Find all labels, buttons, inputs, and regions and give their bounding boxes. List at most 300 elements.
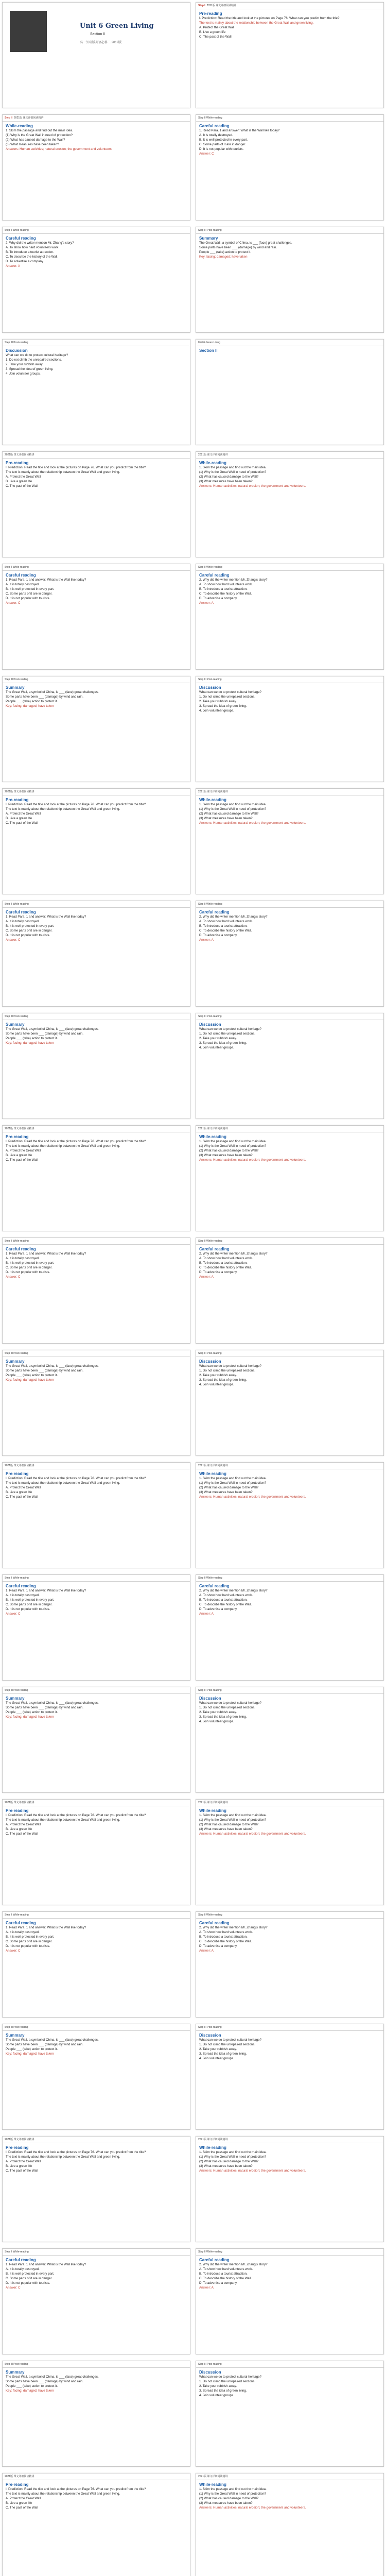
slide-line: Answer: A	[199, 1949, 214, 1953]
slide	[2, 451, 190, 557]
slide-line: D. To advertise a company.	[199, 597, 238, 600]
slide-line: Answers: Human activities; natural erosion; the government and volunteers.	[199, 2506, 306, 2510]
slide-line: 2. Why did the writer mention Mr. Zhang's story?	[199, 1252, 268, 1256]
slide-line: A. To show how hard volunteers work.	[199, 920, 253, 923]
slide-line: D. It is not popular with tourists.	[6, 1944, 50, 1948]
slide-2: Step II 2021版 课文详细阅读精讲 While-reading 1. Skim the passage and find out the main idea. (1) Why is the Great Wall in need of protection? (2) What has caused damage to the Wall? (3) What measures have been taken? Answers: Human activities; natural erosion; the government and volunteers.	[2, 114, 190, 221]
slide-line: 3. Spread the idea of green living.	[199, 2389, 247, 2393]
slide-line: Answers: Human activities; natural erosion; the government and volunteers.	[199, 821, 306, 825]
slide	[196, 1574, 384, 1681]
slide-line: A. Protect the Great Wall	[6, 1149, 41, 1153]
slide-line: Answer: C	[6, 2286, 21, 2290]
slide-line: Answer: C	[6, 601, 21, 605]
slide-title: Careful reading	[199, 2258, 230, 2262]
slide-line: (1) Why is the Great Wall in need of protection?	[199, 2155, 267, 2159]
slide-header: 2021版 课文详细阅读精讲	[196, 1800, 383, 1806]
slide-line: A. It is totally destroyed.	[6, 583, 40, 586]
slide	[196, 1911, 384, 2018]
slide	[2, 1350, 190, 1456]
slide-header: Step II While-reading	[196, 564, 383, 571]
slide-line: (3) What measures have been taken?	[199, 2501, 253, 2505]
slide-title: Careful reading	[6, 910, 36, 914]
slide-line: Key: facing; damaged; have taken	[6, 1378, 54, 1382]
slide-line: 1. Skim the passage and find out the main idea.	[199, 2487, 267, 2491]
slide-row-3	[0, 227, 386, 338]
slide-line: 1. Do not climb the unrepaired sections.	[199, 695, 256, 699]
slide-line: 1. Read Para. 1 and answer: What is the Wall like today?	[6, 915, 86, 919]
slide-title: Careful reading	[199, 1247, 230, 1251]
slide-title: Pre-reading	[6, 461, 29, 465]
slide-line: (2) What has caused damage to the Wall?	[199, 2497, 259, 2500]
slide-row	[0, 2361, 386, 2472]
slide	[196, 564, 384, 670]
slide	[196, 1238, 384, 1344]
slide-line: B. It is well protected in every part.	[6, 1935, 55, 1939]
slide-row	[0, 451, 386, 563]
slide-line: B. To introduce a tourist attraction.	[199, 1261, 248, 1265]
cover-publisher: 高一外研版英语必修二 2019版	[80, 41, 122, 44]
slide-line: C. To describe the history of the Wall.	[199, 929, 252, 933]
slide	[2, 1125, 190, 1231]
slide-title: Pre-reading	[6, 1808, 29, 1813]
slide-line: B. Live a green life	[6, 2501, 32, 2505]
slide-header: Step II While-reading	[196, 1575, 383, 1582]
slide-header: Step II While-reading	[196, 1912, 383, 1919]
slide-line: C. Some parts of it are in danger.	[6, 929, 52, 933]
slide-title: Discussion	[199, 1696, 221, 1701]
slide-header: Step II While-reading	[3, 1912, 190, 1919]
slide-line: Answer: C	[6, 1275, 21, 1279]
slide-line: Key: facing; damaged; have taken	[6, 1041, 54, 1045]
slide-line: (1) Why is the Great Wall in need of protection?	[199, 470, 267, 474]
slide-title: Pre-reading	[6, 2145, 29, 2150]
slide-header: Step II While-reading	[3, 901, 190, 908]
slide-line: 1. Read Para. 1 and answer: What is the Wall like today?	[6, 578, 86, 582]
slide-header: Step III Post-reading	[196, 1687, 383, 1694]
slide-line: People ___ (take) action to protect it.	[6, 1037, 58, 1040]
slide-line: I. Prediction: Read the title and look at the pictures on Page 76. What can you predict from the title?	[6, 2150, 146, 2154]
slide-row	[0, 2248, 386, 2360]
slide-header: 2021版 课文详细阅读精讲	[3, 452, 190, 459]
slide-line: Key: facing; damaged; have taken	[6, 2052, 54, 2056]
slide-header: Step II While-reading	[196, 901, 383, 908]
slide-line: Answers: Human activities; natural erosion; the government and volunteers.	[199, 1495, 306, 1499]
slide-line: Answers: Human activities; natural erosion; the government and volunteers.	[199, 484, 306, 488]
slide-line: Some parts have been ___ (damage) by wind and rain.	[6, 695, 83, 699]
slide-line: B. To introduce a tourist attraction.	[199, 1598, 248, 1602]
slide-line: People ___ (take) action to protect it.	[6, 2047, 58, 2051]
slide-line: 1. Do not climb the unrepaired sections.	[199, 2043, 256, 2046]
slide-line: 2. Why did the writer mention Mr. Zhang's story?	[199, 915, 268, 919]
slide	[196, 1462, 384, 1568]
slide-header: Step II While-reading	[3, 564, 190, 571]
slide	[196, 2024, 384, 2130]
slide-line: 3. Spread the idea of green living.	[199, 1378, 247, 1382]
slide-row	[0, 2473, 386, 2576]
slide-header: Step III Post-reading	[3, 1350, 190, 1357]
slide-line: C. The past of the Wall	[6, 821, 38, 825]
slide	[196, 788, 384, 894]
slide-title: Discussion	[199, 2370, 221, 2375]
slide-line: B. To introduce a tourist attraction.	[199, 2272, 248, 2276]
slide-header: Unit 6 Green Living	[196, 340, 383, 346]
slide-header: Step III Post-reading	[3, 1687, 190, 1694]
slide-line: D. To advertise a company.	[199, 1270, 238, 1274]
slide-line: D. It is not popular with tourists.	[6, 1607, 50, 1611]
slide	[2, 1574, 190, 1681]
slide-line: C. The past of the Wall	[6, 484, 38, 488]
slide	[2, 676, 190, 782]
slide-row	[0, 1799, 386, 1910]
slide-line: The text is mainly about the relationship between the Great Wall and green living.	[6, 1481, 120, 1485]
slide-line: 1. Do not climb the unrepaired sections.	[199, 1706, 256, 1709]
slide-line: 1. Do not climb the unrepaired sections.	[199, 1032, 256, 1036]
slide-line: A. To show how hard volunteers work.	[199, 2267, 253, 2271]
slide-line: B. It is well protected in every part.	[6, 1598, 55, 1602]
slide-title: Discussion	[199, 685, 221, 690]
slide-title: While-reading	[199, 2145, 226, 2150]
slide-header: Step II While-reading	[196, 2249, 383, 2256]
slide-row	[0, 676, 386, 787]
slide-line: 1. Do not climb the unrepaired sections.	[199, 2380, 256, 2383]
slide-line: 4. Join volunteer groups.	[199, 2394, 234, 2397]
slide-row	[0, 1911, 386, 2023]
slide-line: 2. Why did the writer mention Mr. Zhang's story?	[199, 2263, 268, 2266]
slide-line: B. To introduce a tourist attraction.	[199, 1935, 248, 1939]
slide-line: 1. Read Para. 1 and answer: What is the Wall like today?	[6, 1252, 86, 1256]
slide-line: What can we do to protect cultural heritage?	[199, 1027, 262, 1031]
slide-line: C. Some parts of it are in danger.	[6, 1940, 52, 1943]
slide-line: (2) What has caused damage to the Wall?	[199, 2160, 259, 2163]
slide-line: Answers: Human activities; natural erosion; the government and volunteers.	[199, 2169, 306, 2173]
slide-1: Step I 2021版 课文详细阅读精讲 Pre-reading I. Prediction: Read the title and look at the pictures on Page 76. What can you predict from the title? The text is mainly about the relationship between the Great Wall and green living. A. Protect the Great Wall B. Live a green life C. The past of the Wall	[196, 2, 384, 108]
slide-header: 2021版 课文详细阅读精讲	[3, 1463, 190, 1469]
slide-line: C. To describe the history of the Wall.	[199, 592, 252, 596]
slide-5: Step III Post-reading Summary The Great Wall, a symbol of China, is ___ (face) great challenges. Some parts have been ___ (damage) by wind and rain. People ___ (take) action to protect it. Key: facing; damaged; have taken	[196, 227, 384, 333]
slide-line: Key: facing; damaged; have taken	[6, 704, 54, 708]
slide-line: A. To show how hard volunteers work.	[199, 583, 253, 586]
slide-line: A. It is totally destroyed.	[6, 2267, 40, 2271]
slide-line: Answer: A	[199, 2286, 214, 2290]
slide-header: Step III Post-reading	[196, 1013, 383, 1020]
slide-title: Careful reading	[199, 573, 230, 578]
slide-header: 2021版 课文详细阅读精讲	[196, 789, 383, 795]
slide-title: Careful reading	[6, 1584, 36, 1588]
slide-title: Summary	[6, 685, 25, 690]
slide-line: (1) Why is the Great Wall in need of protection?	[199, 1144, 267, 1148]
slide-header: 2021版 课文详细阅读精讲	[196, 1126, 383, 1132]
slide-row	[0, 1462, 386, 1573]
slide-line: What can we do to protect cultural heritage?	[199, 690, 262, 694]
slide-title: Discussion	[199, 1359, 221, 1364]
slide-line: People ___ (take) action to protect it.	[6, 2384, 58, 2388]
slide	[196, 2248, 384, 2354]
slide-line: I. Prediction: Read the title and look at the pictures on Page 76. What can you predict from the title?	[6, 1140, 146, 1143]
slide-row	[0, 2024, 386, 2135]
slide-line: C. To describe the history of the Wall.	[199, 1603, 252, 1606]
slide	[196, 2361, 384, 2467]
slide-line: What can we do to protect cultural heritage?	[199, 1364, 262, 1368]
slide-line: 4. Join volunteer groups.	[199, 1720, 234, 1723]
slide-line: 4. Join volunteer groups.	[199, 2057, 234, 2060]
slide-header: Step II While-reading	[3, 1238, 190, 1245]
slide-line: A. Protect the Great Wall	[6, 475, 41, 479]
slide-header: Step I 2021版 课文详细阅读精讲	[196, 3, 383, 9]
slide-line: B. It is well protected in every part.	[6, 2272, 55, 2276]
slide-line: B. To introduce a tourist attraction.	[199, 587, 248, 591]
slide-line: Some parts have been ___ (damage) by wind and rain.	[6, 1706, 83, 1709]
slide-line: The text is mainly about the relationship between the Great Wall and green living.	[6, 470, 120, 474]
slide	[2, 1238, 190, 1344]
slide-row-1	[0, 2, 386, 113]
slide-line: (1) Why is the Great Wall in need of protection?	[199, 807, 267, 811]
slide-line: 2. Take your rubbish away.	[199, 700, 237, 703]
slide	[2, 788, 190, 894]
slide-line: (3) What measures have been taken?	[199, 1827, 253, 1831]
slide-line: 4. Join volunteer groups.	[199, 709, 234, 713]
cover-slide	[2, 2, 190, 108]
slide-title: While-reading	[199, 1471, 226, 1476]
slide-header: Step II While-reading	[196, 1238, 383, 1245]
cover-title: Unit 6 Green Living	[80, 22, 154, 30]
slide-line: The Great Wall, a symbol of China, is ___ (face) great challenges.	[6, 1027, 99, 1031]
slide-line: B. To introduce a tourist attraction.	[199, 924, 248, 928]
slide-line: Answer: C	[6, 938, 21, 942]
slide-line: People ___ (take) action to protect it.	[6, 1710, 58, 1714]
slide-line: What can we do to protect cultural heritage?	[199, 2038, 262, 2042]
slide-header: 2021版 课文详细阅读精讲	[3, 2137, 190, 2143]
slide-title: Pre-reading	[199, 11, 222, 16]
slide-line: 1. Skim the passage and find out the main idea.	[199, 1814, 267, 1817]
slide-line: 2. Take your rubbish away.	[199, 1037, 237, 1040]
slide-row	[0, 1687, 386, 1798]
slide-title: Pre-reading	[6, 798, 29, 802]
slide-line: People ___ (take) action to protect it.	[6, 1374, 58, 1377]
slide-line: The Great Wall, a symbol of China, is ___ (face) great challenges.	[6, 1701, 99, 1705]
slide-line: A. It is totally destroyed.	[6, 1594, 40, 1597]
slide-line: C. To describe the history of the Wall.	[199, 1940, 252, 1943]
slide	[196, 2473, 384, 2576]
slide-line: (3) What measures have been taken?	[199, 480, 253, 483]
slide	[2, 2361, 190, 2467]
slide	[2, 2473, 190, 2576]
slide-line: 3. Spread the idea of green living.	[199, 1715, 247, 1719]
slide-line: C. The past of the Wall	[6, 1495, 38, 1499]
slide-line: 3. Spread the idea of green living.	[199, 2052, 247, 2056]
slide	[196, 2136, 384, 2242]
slide-line: B. Live a green life	[6, 817, 32, 820]
slide-line: 2. Take your rubbish away.	[199, 1374, 237, 1377]
slide-line: A. Protect the Great Wall	[6, 1486, 41, 1489]
slide-line: Answer: C	[6, 1949, 21, 1953]
slide-line: (3) What measures have been taken?	[199, 1490, 253, 1494]
slide-line: D. To advertise a company.	[199, 934, 238, 937]
slide-title: Summary	[6, 2033, 25, 2038]
slide-line: (3) What measures have been taken?	[199, 817, 253, 820]
slide-line: The text is mainly about the relationship between the Great Wall and green living.	[6, 1144, 120, 1148]
slide-line: C. The past of the Wall	[6, 2169, 38, 2173]
slide	[196, 1013, 384, 1119]
slide	[2, 1799, 190, 1905]
slide-line: A. Protect the Great Wall	[6, 2497, 41, 2500]
slide-title: Pre-reading	[6, 2482, 29, 2487]
slide-title: Careful reading	[6, 1247, 36, 1251]
slide-line: Some parts have been ___ (damage) by wind and rain.	[6, 2380, 83, 2383]
slide-line: (2) What has caused damage to the Wall?	[199, 475, 259, 479]
slide-line: 2. Why did the writer mention Mr. Zhang's story?	[199, 1926, 268, 1929]
slide-line: 1. Skim the passage and find out the main idea.	[199, 803, 267, 806]
slide-line: I. Prediction: Read the title and look at the pictures on Page 76. What can you predict from the title?	[6, 1814, 146, 1817]
slide-title: Careful reading	[6, 573, 36, 578]
slide-title: Summary	[6, 1359, 25, 1364]
slide-header: Step III Post-reading	[3, 676, 190, 683]
slide-header: Step III Post-reading	[196, 2024, 383, 2031]
slide-line: (1) Why is the Great Wall in need of protection?	[199, 1481, 267, 1485]
slide-line: D. To advertise a company.	[199, 1607, 238, 1611]
slide-line: Answer: A	[199, 938, 214, 942]
slide-line: D. It is not popular with tourists.	[6, 1270, 50, 1274]
slide-line: (3) What measures have been taken?	[199, 2164, 253, 2168]
slide-row	[0, 2136, 386, 2247]
slide-line: 3. Spread the idea of green living.	[199, 704, 247, 708]
slide-line: A. It is totally destroyed.	[6, 1257, 40, 1260]
slide-title: While-reading	[199, 461, 226, 465]
slide-line: What can we do to protect cultural heritage?	[199, 1701, 262, 1705]
slide-row	[0, 788, 386, 900]
slide-line: 4. Join volunteer groups.	[199, 1383, 234, 1386]
slide-line: Answers: Human activities; natural erosion; the government and volunteers.	[199, 1158, 306, 1162]
slide-line: 2. Take your rubbish away.	[199, 2047, 237, 2051]
slide-line: Answer: A	[199, 1612, 214, 1616]
slide-title: While-reading	[199, 2482, 226, 2487]
slide-line: (1) Why is the Great Wall in need of protection?	[199, 1818, 267, 1822]
slide-line: B. It is well protected in every part.	[6, 924, 55, 928]
slide-line: A. Protect the Great Wall	[6, 812, 41, 816]
slide-title: Careful reading	[199, 910, 230, 914]
slide-header: Step II While-reading	[3, 227, 190, 234]
slide-header: Step III Post-reading	[196, 227, 383, 234]
slide-header: 2021版 课文详细阅读精讲	[3, 1800, 190, 1806]
slide-line: 1. Read Para. 1 and answer: What is the Wall like today?	[6, 2263, 86, 2266]
slide-line: Some parts have been ___ (damage) by wind and rain.	[6, 1369, 83, 1372]
slide-row	[0, 1125, 386, 1236]
slide-line: B. Live a green life	[6, 1154, 32, 1157]
slide-line: B. Live a green life	[6, 480, 32, 483]
slide-header: 2021版 课文详细阅读精讲	[3, 789, 190, 795]
slide-header: Step II While-reading	[3, 2249, 190, 2256]
slide-row	[0, 1013, 386, 1124]
slide-row	[0, 1350, 386, 1461]
slide-row	[0, 901, 386, 1012]
slide	[196, 676, 384, 782]
slide-line: The text is mainly about the relationship between the Great Wall and green living.	[6, 2492, 120, 2496]
slide-line: 1. Skim the passage and find out the main idea.	[199, 2150, 267, 2154]
slide-line: A. To show how hard volunteers work.	[199, 1594, 253, 1597]
slide-line: (3) What measures have been taken?	[199, 1154, 253, 1157]
slide-line: D. It is not popular with tourists.	[6, 2281, 50, 2285]
cover-section: Section II	[90, 32, 106, 36]
slide-line: B. Live a green life	[6, 2164, 32, 2168]
slide-line: C. To describe the history of the Wall.	[199, 1266, 252, 1269]
slide-line: 2. Why did the writer mention Mr. Zhang's story?	[199, 578, 268, 582]
slide-title: Careful reading	[199, 1584, 230, 1588]
slide-title: Careful reading	[6, 1921, 36, 1925]
slide-6: Step III Post-reading Discussion What can we do to protect cultural heritage? 1. Do not climb the unrepaired sections. 2. Take your rubbish away. 3. Spread the idea of green living. 4. Join volunteer groups.	[2, 339, 190, 445]
slide-row	[0, 1574, 386, 1686]
slide-line: C. To describe the history of the Wall.	[199, 2277, 252, 2280]
slide-line: (2) What has caused damage to the Wall?	[199, 1149, 259, 1153]
slide-header: Step II While-reading	[3, 1575, 190, 1582]
slide-header: 2021版 课文详细阅读精讲	[196, 452, 383, 459]
slide-line: I. Prediction: Read the title and look at the pictures on Page 76. What can you predict from the title?	[6, 803, 146, 806]
slide-header: 2021版 课文详细阅读精讲	[196, 1463, 383, 1469]
slide-line: 1. Skim the passage and find out the main idea.	[199, 1477, 267, 1480]
slide-7: Unit 6 Green Living Section II	[196, 339, 384, 445]
slide-line: 2. Take your rubbish away.	[199, 1710, 237, 1714]
temple-image	[10, 11, 47, 52]
slide-line: B. It is well protected in every part.	[6, 587, 55, 591]
slide-line: B. It is well protected in every part.	[6, 1261, 55, 1265]
slide-line: 1. Skim the passage and find out the main idea.	[199, 1140, 267, 1143]
slide-title: Pre-reading	[6, 1134, 29, 1139]
slide-line: Some parts have been ___ (damage) by wind and rain.	[6, 1032, 83, 1036]
slide	[2, 1911, 190, 2018]
slide-line: 3. Spread the idea of green living.	[199, 1041, 247, 1045]
slide-3: Step II While-reading Careful reading 1. Read Para. 1 and answer: What is the Wall like today? A. It is totally destroyed. B. It is well protected in every part. C. Some parts of it are in danger. D. It is not popular with tourists. Answer: C	[196, 114, 384, 221]
slide-title: Discussion	[199, 1022, 221, 1027]
slide	[2, 2136, 190, 2242]
slide-line: D. It is not popular with tourists.	[6, 597, 50, 600]
slide-line: A. Protect the Great Wall	[6, 1823, 41, 1826]
slide-line: C. The past of the Wall	[6, 1832, 38, 1836]
slide-line: C. The past of the Wall	[6, 2506, 38, 2510]
slide	[2, 1687, 190, 1793]
slide-line: 1. Skim the passage and find out the main idea.	[199, 466, 267, 469]
slide-header: Step III Post-reading	[3, 2024, 190, 2031]
slide-row-2	[0, 114, 386, 226]
slide-title: Summary	[6, 2370, 25, 2375]
slide-title: Careful reading	[6, 2258, 36, 2262]
slide-header: Step II While-reading	[196, 115, 383, 122]
slide-header: Step III Post-reading	[3, 340, 190, 346]
slide-header: Step III Post-reading	[196, 1350, 383, 1357]
slide-line: Answers: Human activities; natural erosion; the government and volunteers.	[199, 1832, 306, 1836]
slide-line: 2. Take your rubbish away.	[199, 2384, 237, 2388]
slide-title: Summary	[6, 1696, 25, 1701]
slide-line: (2) What has caused damage to the Wall?	[199, 1823, 259, 1826]
slide-line: 1. Read Para. 1 and answer: What is the Wall like today?	[6, 1589, 86, 1592]
slide-title: While-reading	[199, 1808, 226, 1813]
slide-line: The Great Wall, a symbol of China, is ___ (face) great challenges.	[6, 1364, 99, 1368]
slide-line: A. It is totally destroyed.	[6, 920, 40, 923]
slide-line: People ___ (take) action to protect it.	[6, 700, 58, 703]
slide-4: Step II While-reading Careful reading 2. Why did the writer mention Mr. Zhang's story? A. To show how hard volunteers work. B. To introduce a tourist attraction. C. To describe the history of the Wall. D. To advertise a company. Answer: A	[2, 227, 190, 333]
slide-line: Answer: C	[6, 1612, 21, 1616]
slide-line: D. To advertise a company.	[199, 1944, 238, 1948]
slide-line: A. It is totally destroyed.	[6, 1930, 40, 1934]
slide	[196, 901, 384, 1007]
slide-line: C. Some parts of it are in danger.	[6, 1603, 52, 1606]
slide-title: Summary	[6, 1022, 25, 1027]
slide	[2, 1013, 190, 1119]
slide-header: Step III Post-reading	[196, 676, 383, 683]
slide-line: (1) Why is the Great Wall in need of protection?	[199, 2492, 267, 2496]
slide-line: A. Protect the Great Wall	[6, 2160, 41, 2163]
slide-line: D. To advertise a company.	[199, 2281, 238, 2285]
slide-line: Some parts have been ___ (damage) by wind and rain.	[6, 2043, 83, 2046]
slide-header: Step II 2021版 课文详细阅读精讲	[3, 115, 190, 122]
slide-title: While-reading	[199, 1134, 226, 1139]
